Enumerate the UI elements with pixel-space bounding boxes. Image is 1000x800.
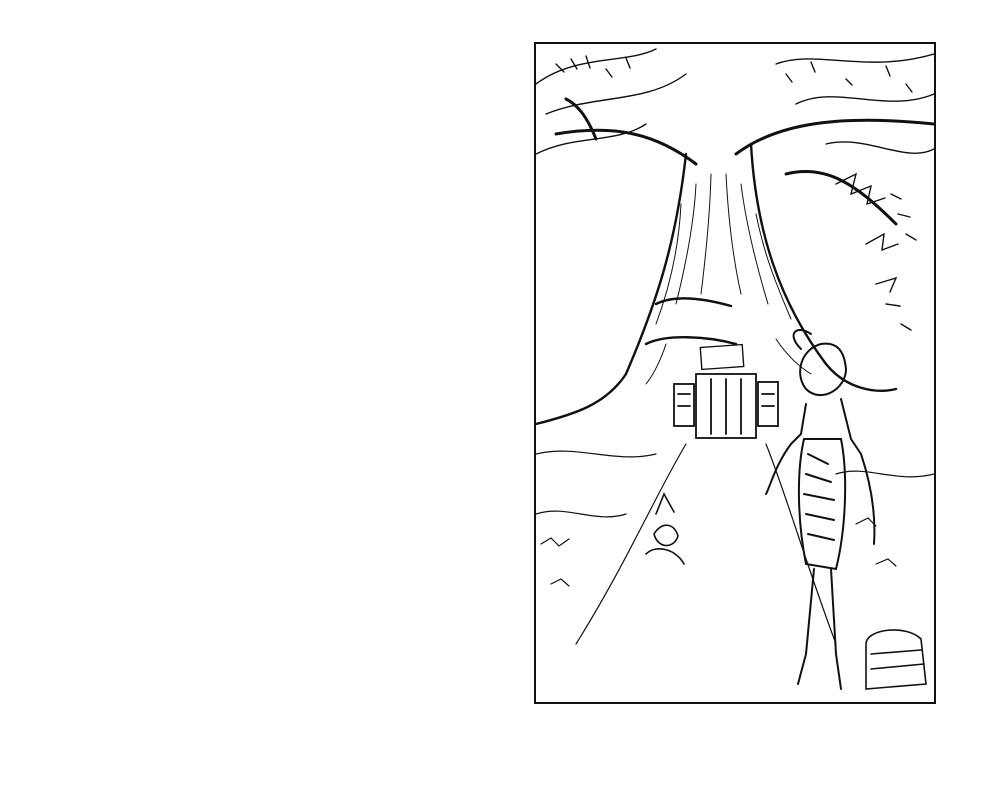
branches xyxy=(556,99,934,224)
bag xyxy=(866,630,926,689)
text-page xyxy=(62,38,446,50)
tree-house-drawing xyxy=(536,44,934,702)
tree-door xyxy=(674,374,778,438)
bark-texture xyxy=(646,174,811,384)
gnome-figure xyxy=(646,494,684,564)
illustration-tree-house xyxy=(534,42,936,704)
house-sign xyxy=(700,345,743,370)
canopy xyxy=(536,49,934,330)
girl-figure xyxy=(766,330,874,689)
